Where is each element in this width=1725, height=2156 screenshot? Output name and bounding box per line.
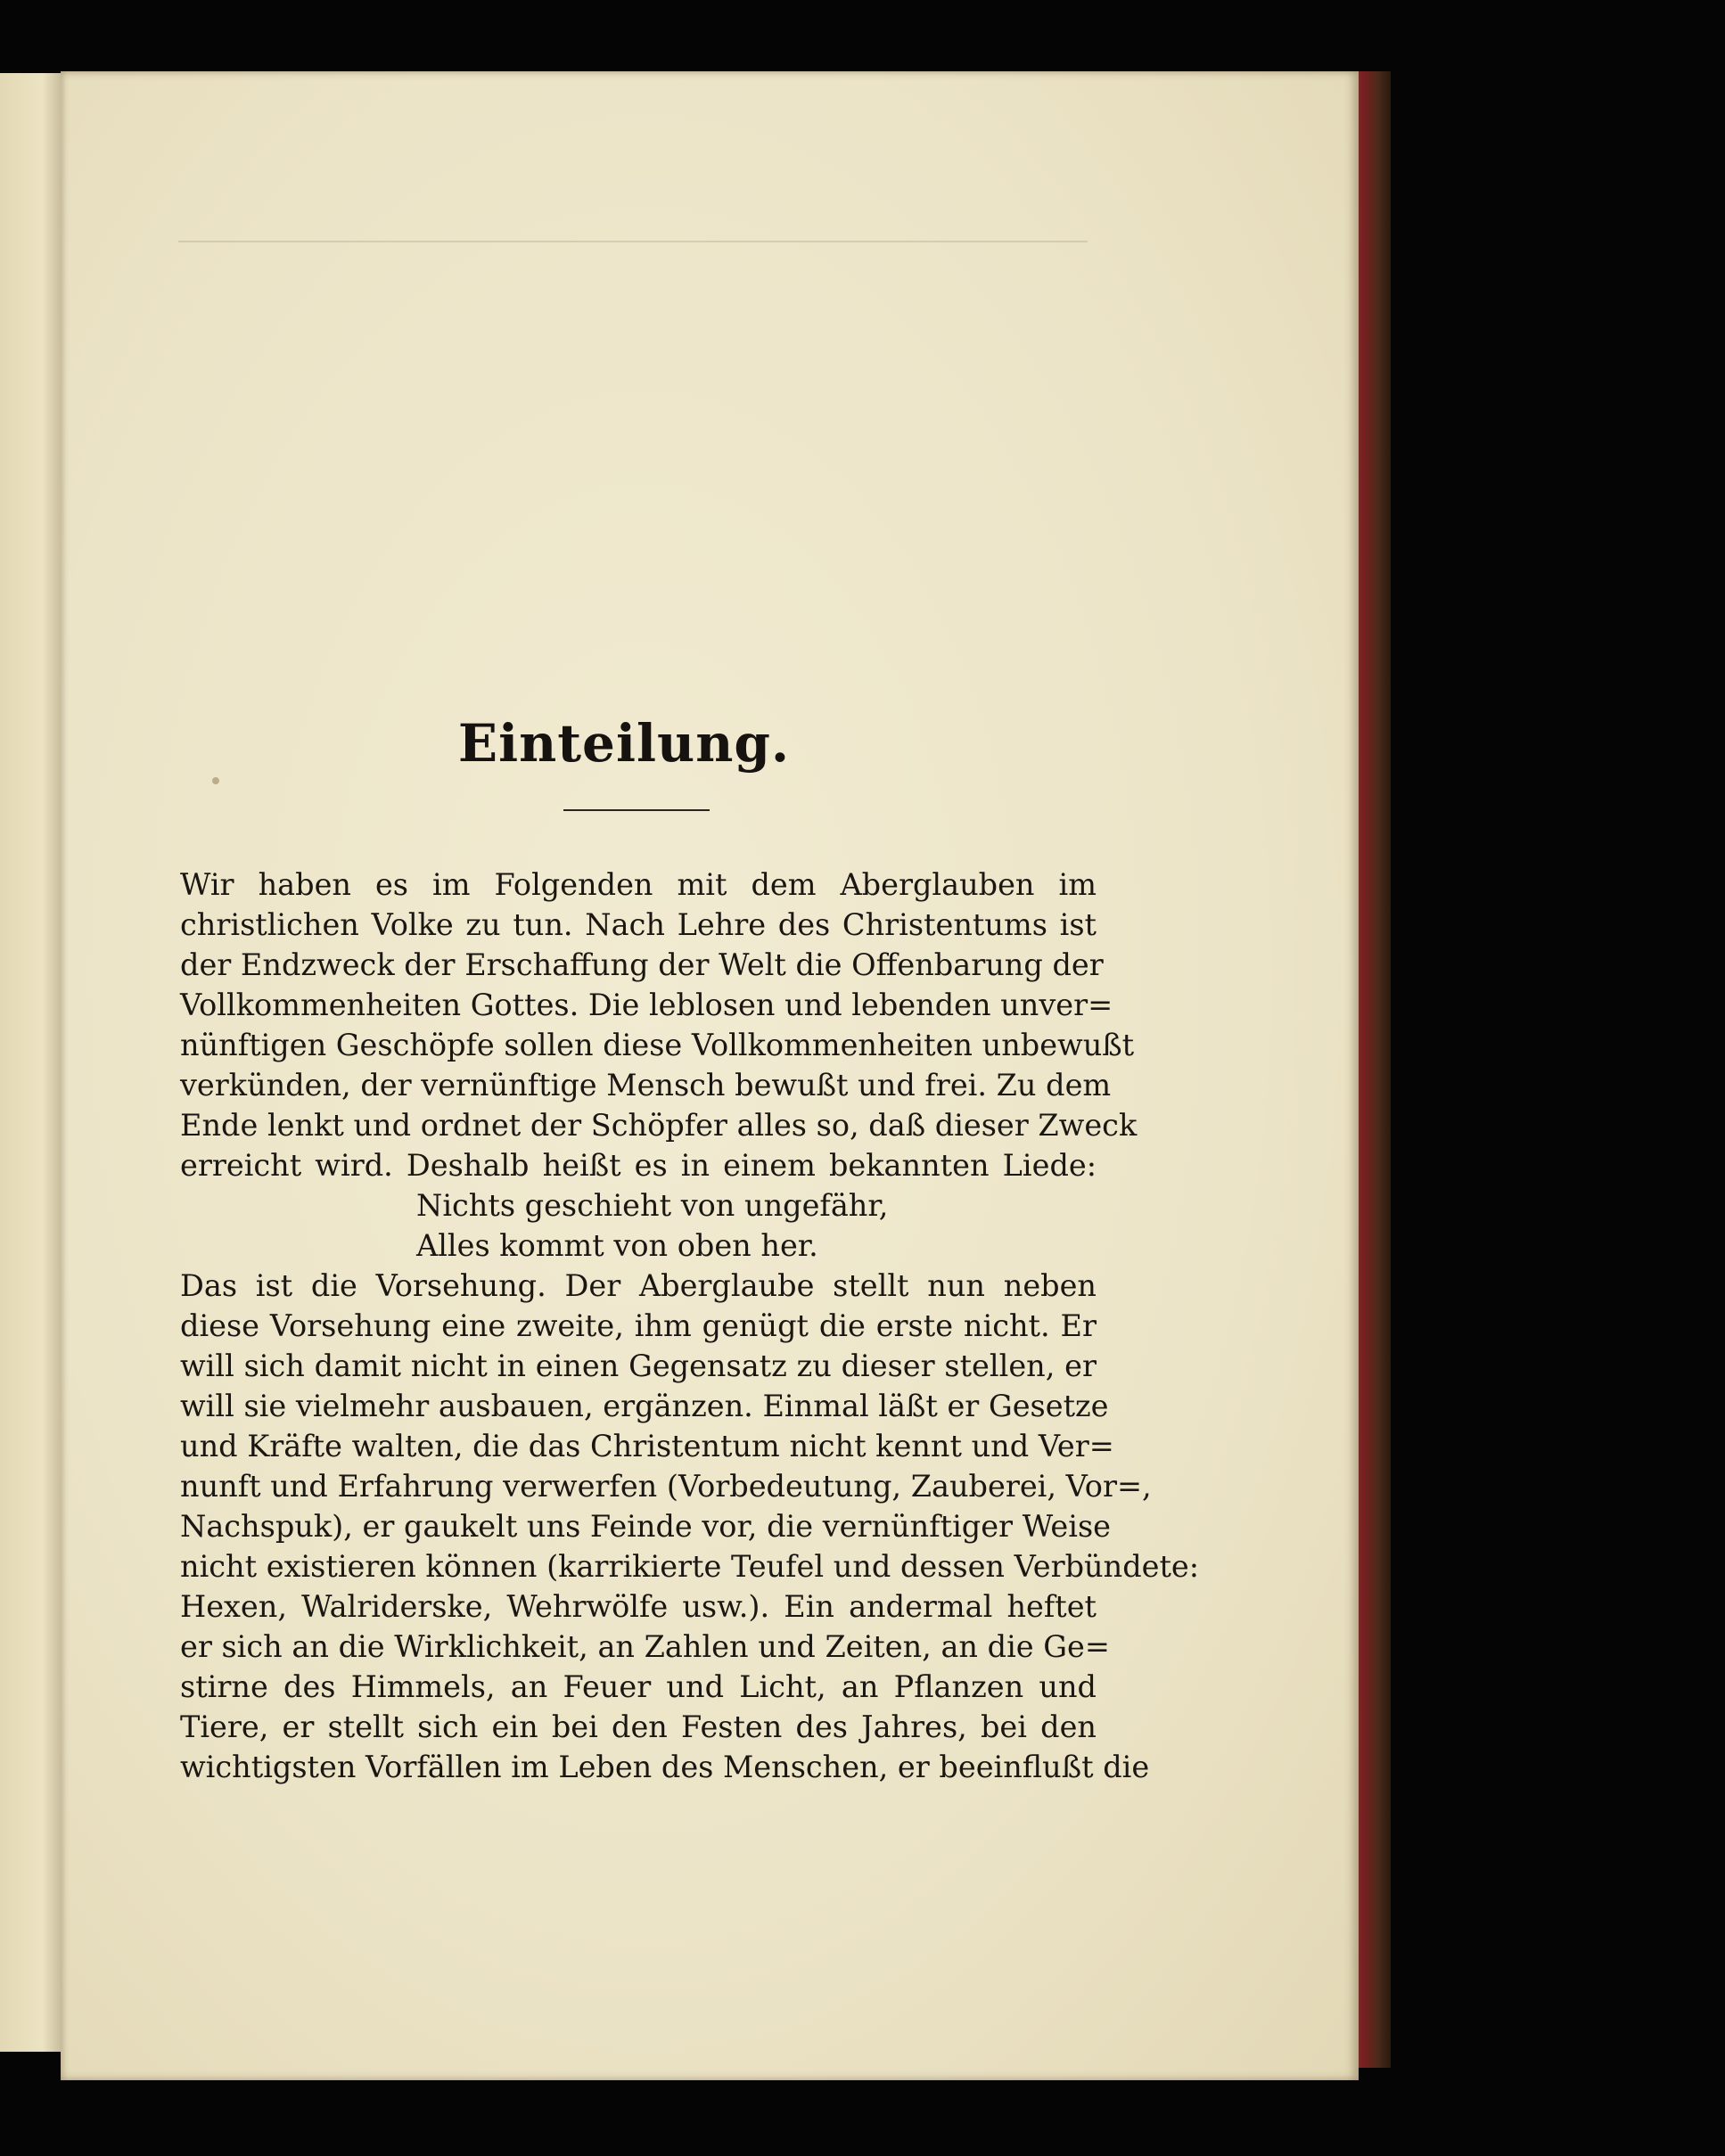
text-line: verkünden, der vernünftige Mensch bewußt und frei. Zu dem — [180, 1068, 1112, 1103]
paper-spot — [212, 777, 219, 784]
show-through-text — [178, 241, 1088, 686]
text-line: diese Vorsehung eine zweite, ihm genügt die erste nicht. Er — [180, 1308, 1097, 1343]
text-line: wichtigsten Vorfällen im Leben des Menschen, er beeinflußt die — [180, 1750, 1150, 1784]
text-line: Nachspuk), er gaukelt uns Feinde vor, die vernünftiger Weise — [180, 1509, 1111, 1544]
text-line: der Endzweck der Erschaffung der Welt die Offenbarung der — [180, 947, 1104, 982]
body-text — [180, 865, 1200, 1787]
chapter-heading: Einteilung. — [457, 713, 791, 774]
text-line: er sich an die Wirklichkeit, an Zahlen und Zeiten, an die Ge= — [180, 1629, 1110, 1664]
text-line: Vollkommenheiten Gottes. Die leblosen und lebenden unver= — [180, 988, 1113, 1022]
text-line: will sie vielmehr ausbauen, ergänzen. Einmal läßt er Gesetze — [180, 1389, 1109, 1423]
text-line: Tiere, er stellt sich ein bei den Festen des Jahres, bei den — [180, 1709, 1097, 1744]
verse-line: Nichts geschieht von ungefähr, — [416, 1188, 889, 1223]
text-line: nünftigen Geschöpfe sollen diese Vollkommenheiten unbewußt — [180, 1028, 1135, 1062]
facing-page-edge — [0, 73, 63, 2052]
text-line: nicht existieren können (karrikierte Teufel und dessen Verbündete: — [180, 1549, 1200, 1584]
text-line: will sich damit nicht in einen Gegensatz zu dieser stellen, er — [180, 1349, 1097, 1383]
text-line: und Kräfte walten, die das Christentum nicht kennt und Ver= — [180, 1429, 1114, 1463]
text-line: Wir haben es im Folgenden mit dem Aberglauben im — [180, 867, 1097, 902]
text-line: stirne des Himmels, an Feuer und Licht, an Pflanzen und — [180, 1669, 1097, 1704]
text-line: Hexen, Walriderske, Wehrwölfe usw.). Ein andermal heftet — [180, 1589, 1097, 1624]
verse-line: Alles kommt von oben her. — [416, 1228, 818, 1263]
text-line: erreicht wird. Deshalb heißt es in einem bekannten Liede: — [180, 1148, 1097, 1183]
text-line: Das ist die Vorsehung. Der Aberglaube stellt nun neben — [180, 1268, 1097, 1303]
text-line: nunft und Erfahrung verwerfen (Vorbedeutung, Zauberei, Vor=, — [180, 1469, 1152, 1504]
heading-rule — [563, 809, 710, 811]
text-line: christlichen Volke zu tun. Nach Lehre des Christentums ist — [180, 907, 1097, 942]
text-line: Ende lenkt und ordnet der Schöpfer alles so, daß dieser Zweck — [180, 1108, 1138, 1143]
